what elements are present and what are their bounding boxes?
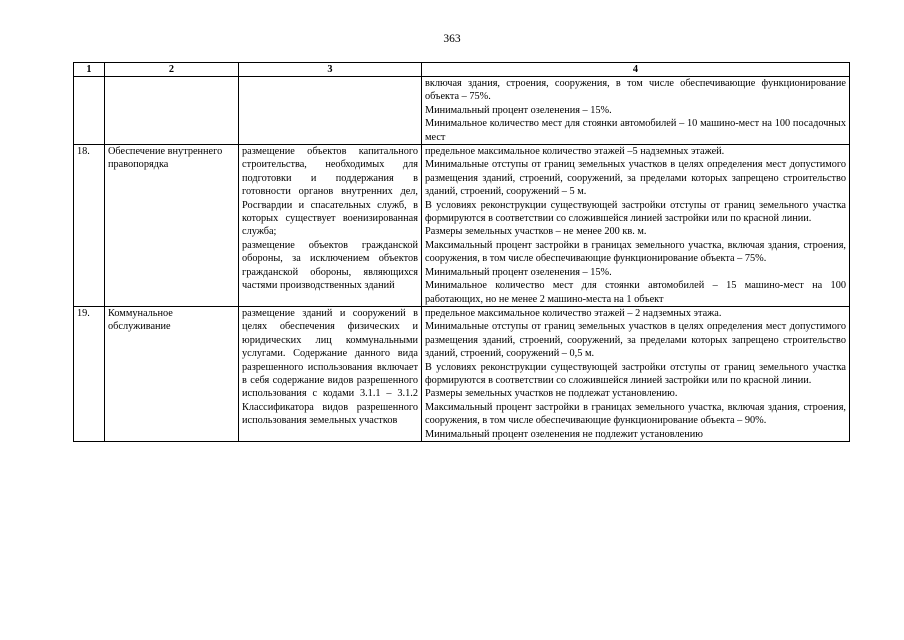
use-type-description (239, 306, 422, 441)
row-number: 18. (74, 145, 105, 307)
column-header-4: 4 (422, 63, 850, 77)
description-line: размещение объектов капитального строительства, необходимых для подготовки и поддержания в готовности органов внутренних дел, Росгвардии и спасательных служб, в которых существует военизированная служба; (242, 146, 418, 238)
parameter-line: Максимальный процент застройки в границах земельного участка, включая здания, строения, сооружения, в том числе обеспечивающие функционирование объекта – 75%. (425, 239, 846, 265)
use-type-description (239, 145, 422, 307)
parameter-line: Минимальные отступы от границ земельных участков в целях определения мест допустимого размещения зданий, строений, сооружений, за пределами которых запрещено строительство зданий, строений, сооружений – 5 м. (425, 159, 846, 198)
use-type-description (239, 77, 422, 145)
parameter-line: Минимальный процент озеленения – 15%. (425, 266, 612, 278)
parameter-line: предельное максимальное количество этажей – 2 надземных этажа. (425, 307, 722, 319)
parameter-line: Минимальный процент озеленения – 15%. (425, 104, 612, 116)
parameter-line: В условиях реконструкции существующей застройки отступы от границ земельного участка формируются в соответствии со сложившейся линией застройки или по красной линии. (425, 361, 846, 386)
parameters-cell (422, 77, 850, 145)
parameters-cell (422, 145, 850, 307)
parameter-line: Минимальное количество мест для стоянки автомобилей – 15 машино-мест на 100 работающих, но не менее 2 машино-места на 1 объект (425, 280, 846, 305)
parameters-cell (422, 306, 850, 441)
parameter-line: Размеры земельных участков не подлежат установлению. (425, 388, 678, 400)
table-row (74, 145, 850, 307)
use-type-name (105, 77, 239, 145)
use-type-name: Обеспечение внутреннего правопорядка (105, 145, 239, 307)
column-header-3: 3 (239, 63, 422, 77)
parameter-line: В условиях реконструкции существующей застройки отступы от границ земельного участка формируются в соответствии со сложившейся линией застройки или по красной линии. (425, 199, 846, 225)
table-row (74, 77, 850, 145)
regulations-table (73, 62, 850, 442)
parameter-line: Максимальный процент застройки в границах земельного участка, включая здания, строения, сооружения, в том числе обеспечивающие функционирование объекта – 90%. (425, 401, 846, 427)
use-type-name: Коммунальное обслуживание (105, 306, 239, 441)
parameter-line: Минимальные отступы от границ земельных участков в целях определения мест допустимого размещения зданий, строений, сооружений, за пределами которых запрещено строительство зданий, строений, сооружений – 0,5 м. (425, 321, 846, 360)
description-line: размещение объектов гражданской обороны, за исключением объектов гражданской обороны, являющихся частями производственных зданий (242, 239, 418, 292)
parameter-line: Размеры земельных участков – не менее 200 кв. м. (425, 226, 647, 238)
table-row (74, 306, 850, 441)
parameter-line: Минимальное количество мест для стоянки автомобилей – 10 машино-мест на 100 посадочных мест (425, 118, 846, 143)
parameter-line: предельное максимальное количество этажей –5 надземных этажей. (425, 146, 725, 158)
column-header-2: 2 (105, 63, 239, 77)
table-header-row (74, 63, 850, 77)
row-number: 19. (74, 306, 105, 441)
description-line: размещение зданий и сооружений в целях обеспечения физических и юридических лиц коммунальными услугами. Содержание данного вида разрешенного использования включает в себя содержание видов разрешенного использования с кодами 3.1.1 – 3.1.2 Классификатора видов разрешенного использования земельных участков (242, 307, 418, 427)
row-number (74, 77, 105, 145)
page-number: 363 (443, 33, 461, 45)
column-header-1: 1 (74, 63, 105, 77)
parameter-line: Минимальный процент озеленения не подлежит установлению (425, 428, 703, 440)
parameter-line: включая здания, строения, сооружения, в том числе обеспечивающие функционирование объекта – 75%. (425, 78, 846, 103)
